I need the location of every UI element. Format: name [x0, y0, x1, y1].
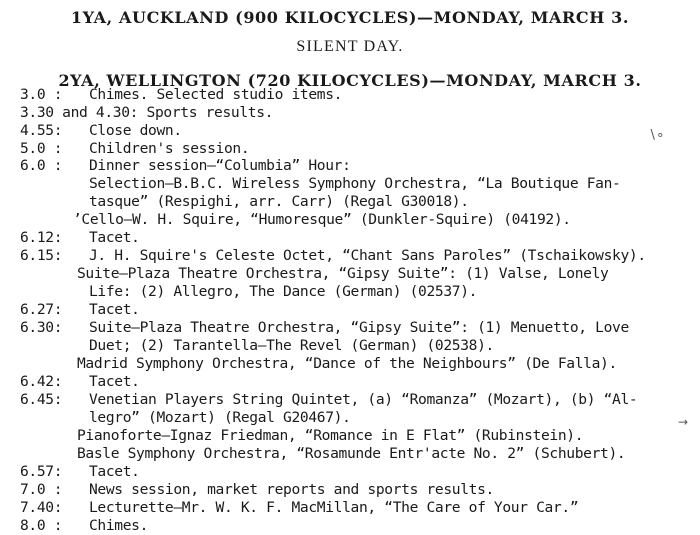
programme-text: 3.30 and 4.30: Sports results. [20, 104, 274, 121]
wellington-heading: 2YA, WELLINGTON (720 KILOCYCLES)—MONDAY, MARCH 3. [58, 71, 642, 90]
programme-text: J. H. Squire's Celeste Octet, “Chant Sans Paroles” (Tschaikowsky). [89, 247, 646, 264]
time-label: 7.40: [20, 499, 63, 516]
programme-line [20, 373, 140, 391]
programme-text: Selection—B.B.C. Wireless Symphony Orchestra, “La Boutique Fan- [89, 175, 621, 192]
programme-text: Tacet. [89, 373, 140, 390]
programme-line [20, 301, 140, 319]
time-label: 6.27: [20, 301, 63, 318]
time-label: 6.42: [20, 373, 63, 390]
programme-line [89, 337, 494, 355]
programme-text: Children's session. [89, 140, 250, 157]
programme-text: Lecturette—Mr. W. K. F. MacMillan, “The Care of Your Car.” [89, 499, 579, 516]
programme-line [77, 265, 608, 283]
programme-text: Tacet. [89, 229, 140, 246]
time-label: 6.45: [20, 391, 63, 408]
programme-line [20, 499, 578, 517]
programme-text: Venetian Players String Quintet, (a) “Romanza” (Mozart), (b) “Al- [89, 391, 638, 408]
print-speck-mark: → [678, 415, 689, 429]
time-label: 4.55: [20, 122, 63, 139]
programme-text: Chimes. Selected studio items. [89, 86, 343, 103]
programme-line [20, 140, 249, 158]
time-label: 7.0 : [20, 481, 63, 498]
print-speck-mark: ∖∘ [648, 128, 665, 143]
programme-text: Duet; (2) Tarantella—The Revel (German) (02538). [89, 337, 494, 354]
programme-text: Pianoforte—Ignaz Friedman, “Romance in E Flat” (Rubinstein). [77, 427, 584, 444]
time-label: 6.30: [20, 319, 63, 336]
auckland-heading: 1YA, AUCKLAND (900 KILOCYCLES)—MONDAY, MARCH 3. [70, 8, 630, 27]
programme-line [89, 409, 351, 427]
time-label: 6.15: [20, 247, 63, 264]
time-label: 5.0 : [20, 140, 63, 157]
programme-text: ’Cello—W. H. Squire, “Humoresque” (Dunkler-Squire) (04192). [73, 211, 571, 228]
programme-text: Madrid Symphony Orchestra, “Dance of the Neighbours” (De Falla). [77, 355, 617, 372]
programme-line [20, 86, 342, 104]
programme-line [20, 481, 494, 499]
programme-line [20, 104, 273, 122]
programme-line [89, 193, 469, 211]
programme-line [73, 211, 571, 229]
programme-text: Life: (2) Allegro, The Dance (German) (02537). [89, 283, 478, 300]
programme-line [77, 427, 583, 445]
programme-line [20, 463, 140, 481]
programme-line [20, 229, 140, 247]
programme-line [20, 391, 637, 409]
programme-text: News session, market reports and sports results. [89, 481, 494, 498]
time-label: 3.0 : [20, 86, 63, 103]
programme-line [89, 175, 620, 193]
time-label: 6.0 : [20, 157, 63, 174]
time-label: 8.0 : [20, 517, 63, 534]
programme-text: tasque” (Respighi, arr. Carr) (Regal G30018). [89, 193, 469, 210]
programme-text: Basle Symphony Orchestra, “Rosamunde Entr'acte No. 2” (Schubert). [77, 445, 626, 462]
programme-text: Dinner session—“Columbia” Hour: [89, 157, 351, 174]
programme-text: Tacet. [89, 301, 140, 318]
programme-text: Chimes. [89, 517, 149, 534]
programme-text: Suite—Plaza Theatre Orchestra, “Gipsy Suite”: (1) Valse, Lonely [77, 265, 609, 282]
programme-line [20, 517, 148, 535]
programme-line [20, 319, 629, 337]
programme-line [20, 122, 182, 140]
time-label: 6.12: [20, 229, 63, 246]
programme-text: Tacet. [89, 463, 140, 480]
programme-text: legro” (Mozart) (Regal G20467). [89, 409, 351, 426]
programme-text: Suite—Plaza Theatre Orchestra, “Gipsy Suite”: (1) Menuetto, Love [89, 319, 629, 336]
time-label: 6.57: [20, 463, 63, 480]
programme-line [20, 157, 351, 175]
programme-line [20, 247, 646, 265]
programme-line [89, 283, 477, 301]
programme-line [77, 355, 617, 373]
silent-day-label: SILENT DAY. [296, 38, 404, 55]
programme-text: Close down. [89, 122, 182, 139]
programme-line [77, 445, 625, 463]
